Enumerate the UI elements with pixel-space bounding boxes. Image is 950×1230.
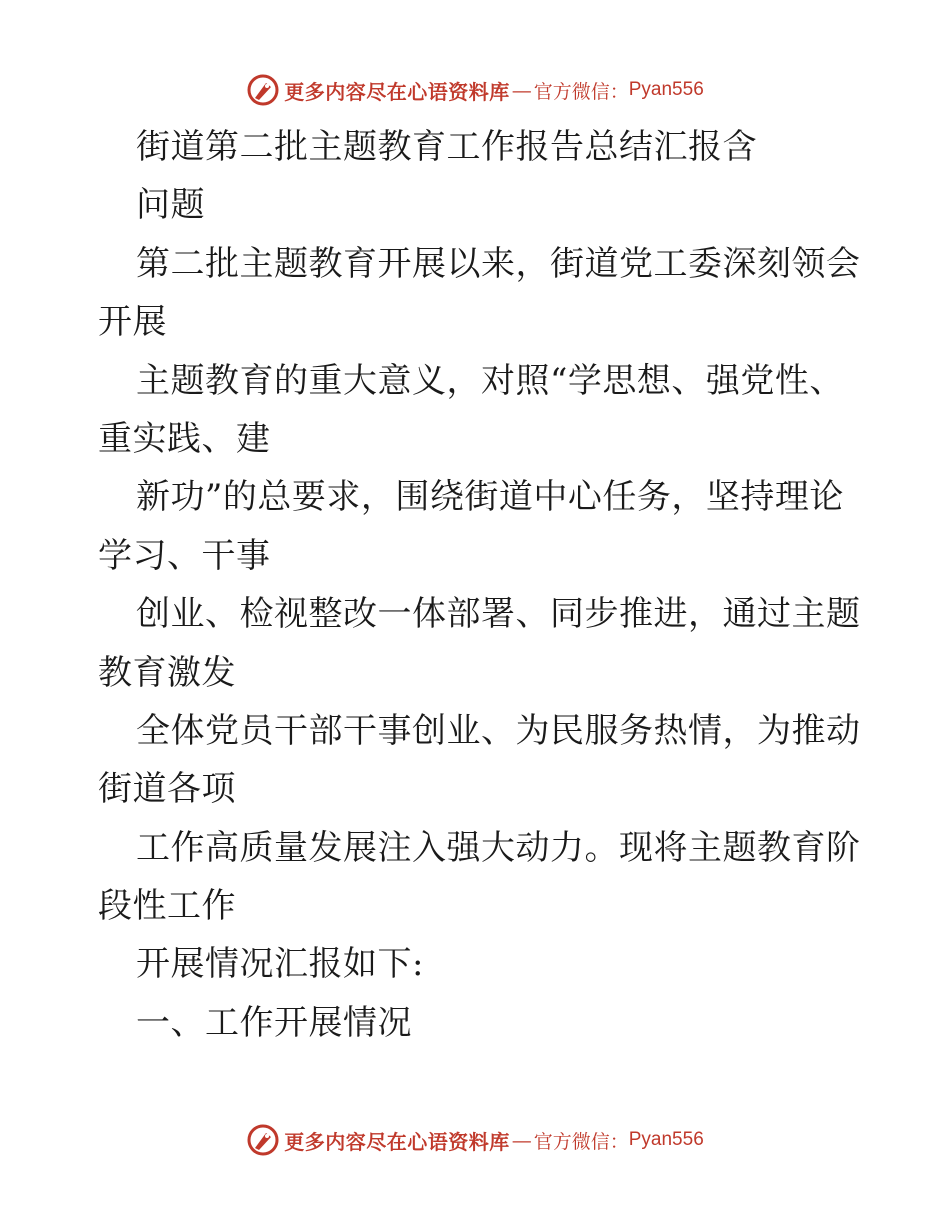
document-body — [98, 118, 861, 1052]
doc-title-line-2: 问题 — [136, 185, 205, 226]
watermark-label: 官方微信： — [533, 80, 629, 103]
watermark-account: Pyan556 — [628, 1129, 704, 1150]
pen-nib-circle-icon — [246, 1123, 280, 1157]
doc-paragraph-line: 开展情况汇报如下: — [136, 944, 424, 985]
watermark-site-name: 更多内容尽在心语资料库 — [284, 79, 510, 104]
doc-paragraph-line: 全体党员干部干事创业、为民服务热情，为推动 — [136, 710, 861, 751]
doc-paragraph-line: 新功”的总要求，围绕街道中心任务，坚持理论 — [136, 477, 844, 518]
footer-watermark — [0, 1120, 950, 1160]
doc-title-line-1: 街道第二批主题教育工作报告总结汇报含 — [136, 127, 757, 167]
header-watermark — [0, 70, 950, 110]
watermark-label: 官方微信： — [533, 1130, 629, 1153]
watermark-separator: — — [511, 78, 532, 102]
pen-nib-circle-icon — [246, 73, 280, 107]
watermark-account: Pyan556 — [628, 79, 704, 100]
doc-paragraph-line: 创业、检视整改一体部署、同步推进，通过主题 — [136, 594, 861, 635]
doc-paragraph-line: 工作高质量发展注入强大动力。现将主题教育阶 — [136, 827, 861, 868]
doc-paragraph-line: 段性工作 — [98, 886, 236, 927]
doc-paragraph-line: 开展 — [98, 302, 167, 343]
doc-paragraph-line: 第二批主题教育开展以来，街道党工委深刻领会 — [136, 243, 861, 284]
doc-paragraph-line: 主题教育的重大意义，对照“学思想、强党性、 — [136, 360, 844, 401]
doc-paragraph-line: 学习、干事 — [98, 535, 271, 576]
watermark-site-name: 更多内容尽在心语资料库 — [284, 1129, 510, 1154]
doc-paragraph-line: 重实践、建 — [98, 418, 271, 459]
doc-paragraph-line: 街道各项 — [98, 769, 236, 810]
watermark-separator: — — [511, 1128, 532, 1152]
doc-section-heading: 一、工作开展情况 — [136, 1002, 412, 1043]
doc-paragraph-line: 教育激发 — [98, 652, 236, 693]
